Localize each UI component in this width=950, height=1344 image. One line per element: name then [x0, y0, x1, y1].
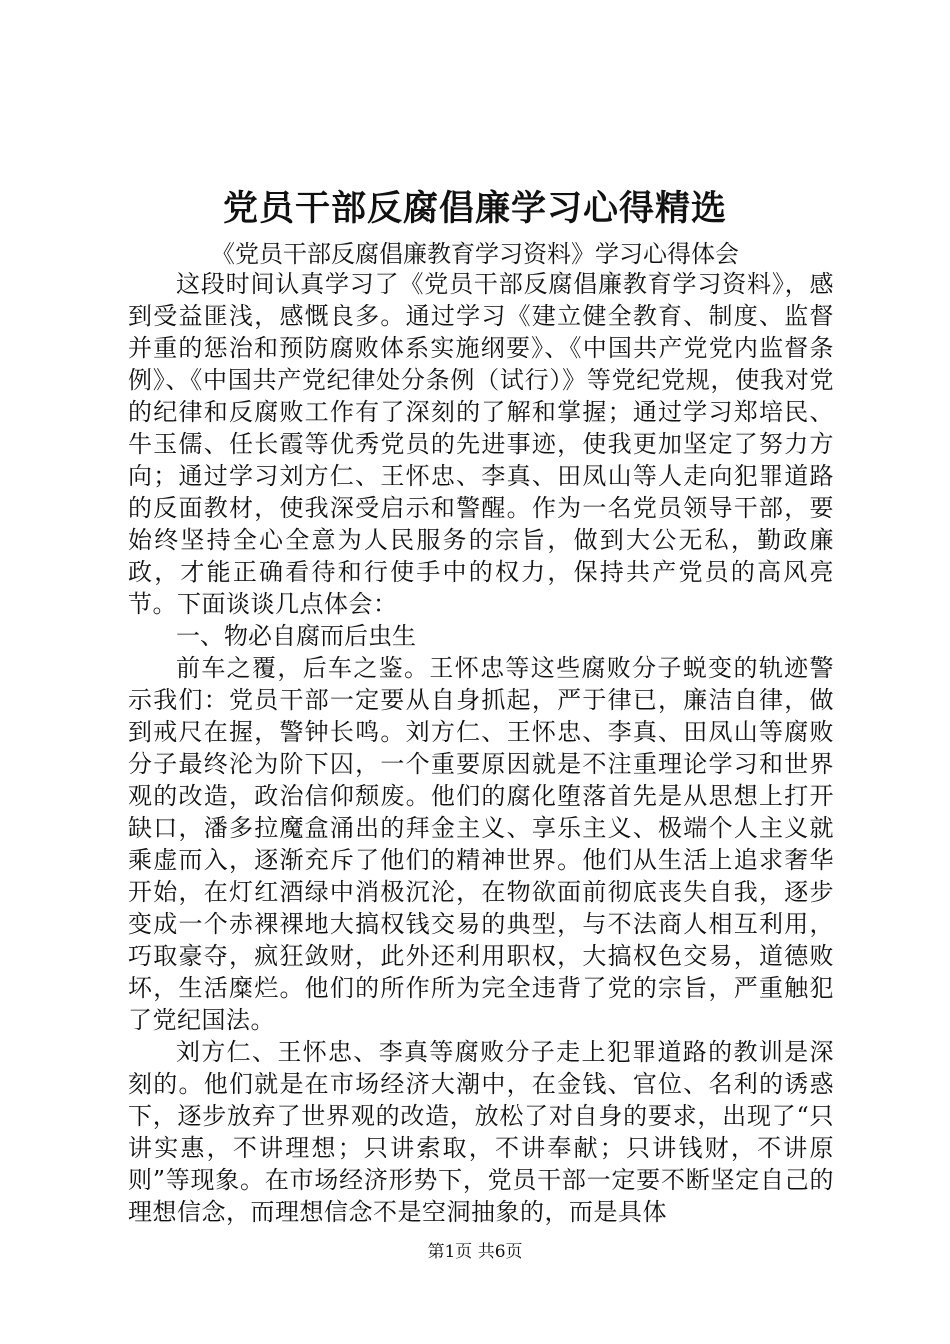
section-heading: 一、物必自腐而后虫生 — [176, 622, 416, 650]
document-title: 党员干部反腐倡廉学习心得精选 — [222, 188, 727, 229]
paragraph-lesson: 前车之覆，后车之鉴。王怀忠等这些腐败分子蜕变的轨迹警示我们：党员干部一定要从自身抓起，严于律已，廉洁自律，做到戒尺在握，警钟长鸣。刘方仁、王怀忠、李真、田凤山等腐败分子最终沦为阶下囚，一个重要原因就是不注重理论学习和世界观的改造，政治信仰颓废。他们的腐化堕落首先是从思想上打开缺口，潘多拉魔盒涌出的拜金主义、享乐主义、极端个人主义就乘虚而入，逐渐充斥了他们的精神世界。他们从生活上追求奢华开始，在灯红酒绿中消极沉沦，在物欲面前彻底丧失自我，逐步变成一个赤裸裸地大搞权钱交易的典型，与不法商人相互利用，巧取豪夺，疯狂敛财，此外还利用职权，大搞权色交易，道德败坏，生活糜烂。他们的所作所为完全违背了党的宗旨，严重触犯了党纪国法。 — [128, 654, 834, 1034]
document-subtitle: 《党员干部反腐倡廉教育学习资料》学习心得体会 — [211, 240, 739, 268]
page-number-footer: 第1页 共6页 — [427, 1242, 523, 1262]
document-body — [128, 268, 834, 1228]
paragraph-analysis: 刘方仁、王怀忠、李真等腐败分子走上犯罪道路的教训是深刻的。他们就是在市场经济大潮中，在金钱、官位、名利的诱惑下，逐步放弃了世界观的改造，放松了对自身的要求，出现了“只讲实惠，不讲理想；只讲索取，不讲奉献；只讲钱财，不讲原则”等现象。在市场经济形势下，党员干部一定要不断坚定自己的理想信念，而理想信念不是空洞抽象的，而是具体 — [128, 1038, 834, 1226]
paragraph-intro: 这段时间认真学习了《党员干部反腐倡廉教育学习资料》，感到受益匪浅，感慨良多。通过学习《建立健全教育、制度、监督并重的惩治和预防腐败体系实施纲要》、《中国共产党党内监督条例》、《中国共产党纪律处分条例（试行）》等党纪党规，使我对党的纪律和反腐败工作有了深刻的了解和掌握；通过学习郑培民、牛玉儒、任长霞等优秀党员的先进事迹，使我更加坚定了努力方向；通过学习刘方仁、王怀忠、李真、田凤山等人走向犯罪道路的反面教材，使我深受启示和警醒。作为一名党员领导干部，要始终坚持全心全意为人民服务的宗旨，做到大公无私，勤政廉政，才能正确看待和行使手中的权力，保持共产党员的高风亮节。下面谈谈几点体会： — [128, 270, 834, 618]
